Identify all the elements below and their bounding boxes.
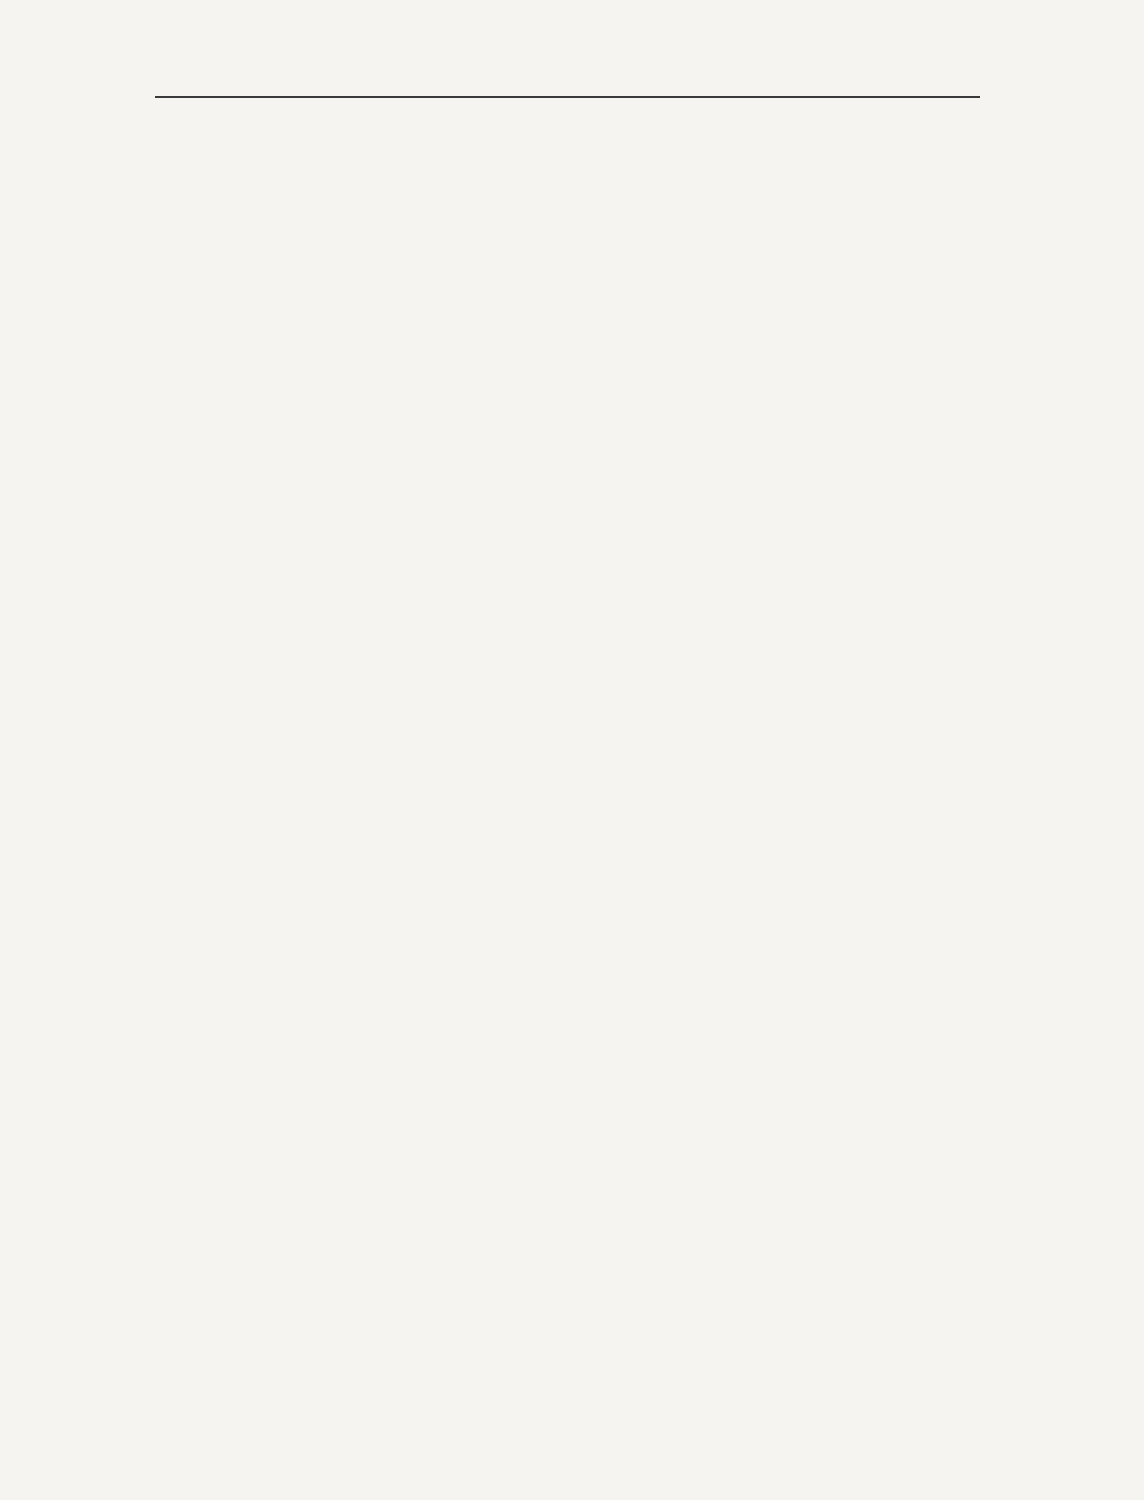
page-header: [155, 56, 980, 96]
header-rule: [155, 96, 980, 98]
